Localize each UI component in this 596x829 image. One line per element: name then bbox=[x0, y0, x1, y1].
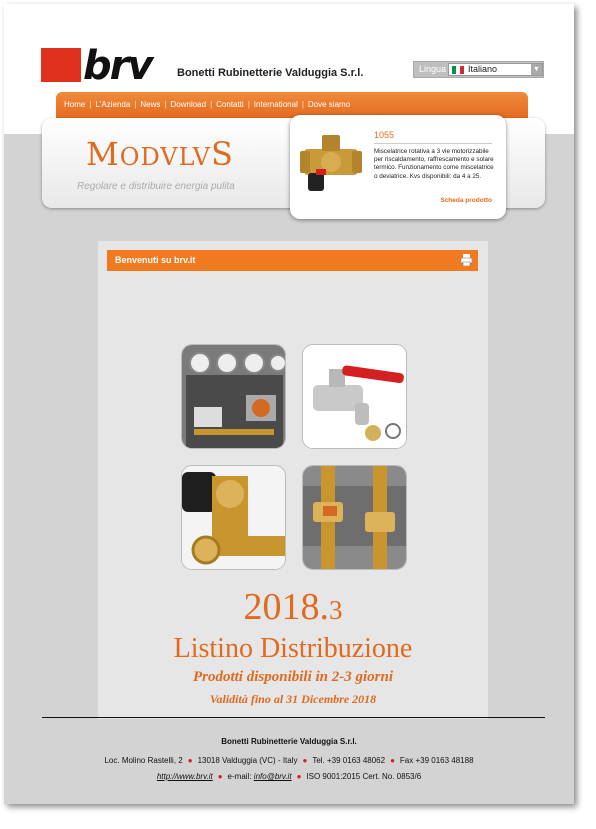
footer-city: 13018 Valduggia (VC) - Italy bbox=[197, 756, 298, 765]
language-selector bbox=[413, 61, 544, 78]
website-link[interactable]: http://www.brv.it bbox=[156, 772, 213, 781]
language-dropdown[interactable] bbox=[448, 63, 543, 76]
valve-product-image bbox=[298, 129, 364, 195]
italy-flag-icon bbox=[452, 66, 464, 74]
welcome-title: Benvenuti su brv.it bbox=[115, 255, 196, 265]
language-value: Italiano bbox=[468, 64, 498, 74]
divider bbox=[374, 143, 492, 144]
product-code: 1055 bbox=[374, 130, 395, 140]
nav-menu: Home | L'Azienda | News | Download | Contatti | International | Dove siamo bbox=[64, 100, 351, 109]
language-label: Lingua bbox=[419, 64, 447, 74]
nav-contatti[interactable]: Contatti bbox=[216, 100, 244, 109]
product-photo-ball-valve[interactable] bbox=[302, 344, 407, 449]
page bbox=[4, 4, 574, 804]
bullet-icon: ● bbox=[296, 772, 302, 781]
modvlvs-logo: MODVLVS bbox=[86, 135, 234, 173]
bullet-icon: ● bbox=[217, 772, 223, 781]
product-photo-control-unit[interactable] bbox=[181, 344, 286, 449]
print-icon[interactable] bbox=[461, 254, 472, 266]
footer-tel: Tel. +39 0163 48062 bbox=[312, 756, 386, 765]
footer-company: Bonetti Rubinetterie Valduggia S.r.l. bbox=[221, 737, 357, 746]
main-content bbox=[98, 241, 488, 719]
product-description: Miscelatrice rotativa a 3 vie motorizzabile per riscaldamento, raffrescamento e solare termico. Funzionamento come miscelatrice o deviatrice. Kvs disponibili: da 4 a 25. bbox=[374, 148, 494, 180]
price-list-subtitle: Prodotti disponibili in 2-3 giorni bbox=[192, 669, 394, 685]
bullet-icon: ● bbox=[390, 756, 395, 765]
price-list-year: 2018.3 bbox=[243, 586, 343, 628]
svg-text:brv: brv bbox=[83, 48, 152, 82]
nav-azienda[interactable]: L'Azienda bbox=[95, 100, 131, 109]
email-label: e-mail: bbox=[227, 772, 252, 781]
footer-fax: Fax +39 0163 48188 bbox=[399, 756, 474, 765]
nav-download[interactable]: Download bbox=[170, 100, 207, 109]
nav-home[interactable]: Home bbox=[64, 100, 86, 109]
nav-news[interactable]: News bbox=[140, 100, 161, 109]
banner-tagline: Regolare e distribuire energia pulita bbox=[77, 181, 235, 192]
price-list-validity: Validità fino al 31 Dicembre 2018 bbox=[209, 692, 377, 706]
iso-cert: ISO 9001:2015 Cert. No. 0853/6 bbox=[306, 772, 422, 781]
footer-divider bbox=[42, 717, 545, 718]
footer-contact-line bbox=[4, 772, 574, 781]
brv-logo[interactable] bbox=[41, 48, 179, 82]
price-list-title: Listino Distribuzione bbox=[173, 633, 413, 664]
nav-international[interactable]: International bbox=[253, 100, 298, 109]
nav-dove-siamo[interactable]: Dove siamo bbox=[307, 100, 351, 109]
product-sheet-link[interactable]: Scheda prodotto bbox=[440, 197, 492, 204]
company-name: Bonetti Rubinetterie Valduggia S.r.l. bbox=[177, 67, 364, 79]
footer-address: Loc. Molino Rastelli, 2 bbox=[104, 756, 183, 765]
product-card[interactable] bbox=[290, 115, 506, 219]
bullet-icon: ● bbox=[187, 756, 193, 765]
bullet-icon: ● bbox=[302, 756, 308, 765]
footer-address-line bbox=[4, 756, 574, 765]
product-photo-pump-group[interactable] bbox=[181, 465, 286, 570]
product-photo-mixing-group[interactable] bbox=[302, 465, 407, 570]
email-link[interactable]: info@brv.it bbox=[253, 772, 292, 781]
chevron-down-icon[interactable]: ▼ bbox=[531, 64, 542, 75]
welcome-bar bbox=[107, 250, 478, 271]
